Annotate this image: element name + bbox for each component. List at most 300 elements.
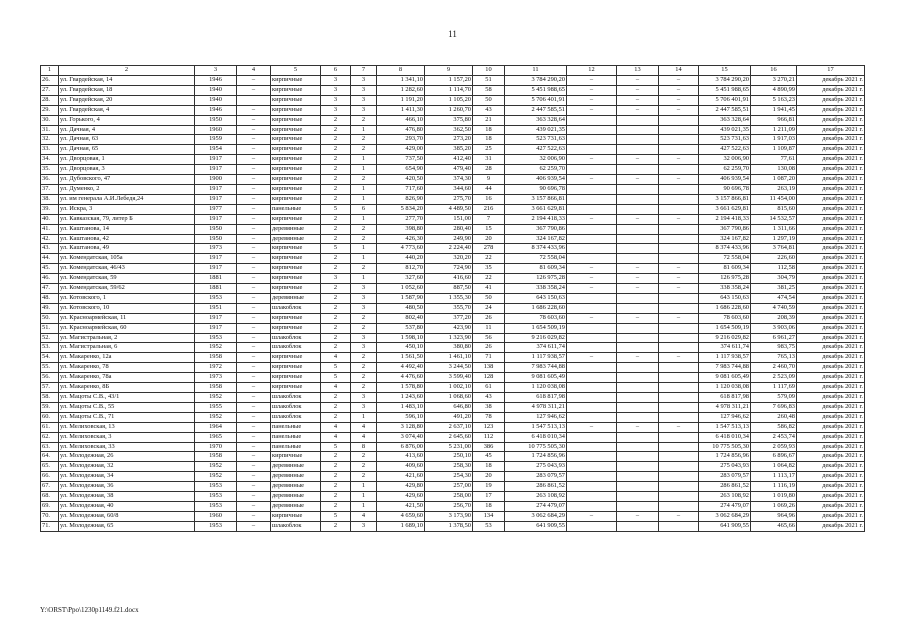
cell-address: ул. Кавказская, 79, литер Б xyxy=(59,214,195,224)
cell-cost-total: 3 157 866,81 xyxy=(505,194,567,204)
cell-address: ул. Молодежная, 38 xyxy=(59,492,195,502)
cell-col-12: – xyxy=(567,214,617,224)
cell-cost-repair: 90 696,78 xyxy=(699,184,751,194)
cell-residents: 26 xyxy=(473,343,505,353)
cell-floors: 5 xyxy=(321,244,351,254)
cell-entrances: 3 xyxy=(351,521,377,531)
cell-cost-per-sqm: 1 087,20 xyxy=(751,175,797,185)
table-row xyxy=(41,472,865,482)
cell-row-number: 28. xyxy=(41,95,59,105)
cell-entrances: 1 xyxy=(351,254,377,264)
cell-col-12 xyxy=(567,373,617,383)
cell-total-area: 480,50 xyxy=(377,303,425,313)
cell-year-built: 1951 xyxy=(195,303,237,313)
cell-total-area: 277,70 xyxy=(377,214,425,224)
cell-col-4: – xyxy=(237,175,271,185)
cell-wall-material: деревянные xyxy=(271,293,321,303)
cell-col-13 xyxy=(617,383,659,393)
cell-row-number: 39. xyxy=(41,204,59,214)
cell-cost-total: 9 081 605,49 xyxy=(505,373,567,383)
cell-total-area: 421,50 xyxy=(377,501,425,511)
cell-cost-per-sqm: 1 116,19 xyxy=(751,482,797,492)
cell-floors: 5 xyxy=(321,363,351,373)
cell-col-14: – xyxy=(659,274,699,284)
cell-cost-per-sqm: 1 297,19 xyxy=(751,234,797,244)
column-number-4: 4 xyxy=(237,66,271,76)
cell-deadline: декабрь 2021 г. xyxy=(797,274,865,284)
cell-cost-per-sqm: 5 163,23 xyxy=(751,95,797,105)
cell-residents: 35 xyxy=(473,264,505,274)
cell-total-area: 1 052,60 xyxy=(377,284,425,294)
cell-cost-per-sqm: 1 069,26 xyxy=(751,501,797,511)
table-row xyxy=(41,244,865,254)
cell-deadline: декабрь 2021 г. xyxy=(797,254,865,264)
cell-col-13: – xyxy=(617,284,659,294)
cell-total-area: 4 476,60 xyxy=(377,373,425,383)
cell-cost-repair: 439 021,35 xyxy=(699,125,751,135)
cell-entrances: 1 xyxy=(351,194,377,204)
cell-living-area: 344,60 xyxy=(425,184,473,194)
cell-col-4: – xyxy=(237,254,271,264)
cell-living-area: 416,60 xyxy=(425,274,473,284)
cell-deadline: декабрь 2021 г. xyxy=(797,452,865,462)
cell-deadline: декабрь 2021 г. xyxy=(797,85,865,95)
cell-address: ул. Комендатская, 105а xyxy=(59,254,195,264)
cell-total-area: 1 483,10 xyxy=(377,402,425,412)
cell-row-number: 26. xyxy=(41,76,59,86)
cell-entrances: 2 xyxy=(351,115,377,125)
cell-cost-total: 4 978 311,21 xyxy=(505,402,567,412)
cell-row-number: 64. xyxy=(41,452,59,462)
cell-entrances: 1 xyxy=(351,125,377,135)
cell-col-13: – xyxy=(617,105,659,115)
cell-residents: 25 xyxy=(473,145,505,155)
cell-floors: 3 xyxy=(321,95,351,105)
cell-wall-material: деревянные xyxy=(271,482,321,492)
cell-col-12: – xyxy=(567,264,617,274)
cell-address: ул. Котовского, 1 xyxy=(59,293,195,303)
cell-col-4: – xyxy=(237,492,271,502)
cell-wall-material: шлакоблок xyxy=(271,521,321,531)
cell-total-area: 1 243,60 xyxy=(377,393,425,403)
cell-residents: 24 xyxy=(473,303,505,313)
column-number-6: 6 xyxy=(321,66,351,76)
cell-row-number: 36. xyxy=(41,175,59,185)
cell-deadline: декабрь 2021 г. xyxy=(797,155,865,165)
cell-col-13 xyxy=(617,442,659,452)
cell-col-14 xyxy=(659,462,699,472)
cell-total-area: 1 561,50 xyxy=(377,353,425,363)
cell-cost-repair: 324 167,82 xyxy=(699,234,751,244)
cell-col-14 xyxy=(659,204,699,214)
cell-col-4: – xyxy=(237,115,271,125)
cell-col-12: – xyxy=(567,76,617,86)
cell-cost-total: 367 790,86 xyxy=(505,224,567,234)
cell-entrances: 2 xyxy=(351,264,377,274)
cell-deadline: декабрь 2021 г. xyxy=(797,135,865,145)
cell-entrances: 3 xyxy=(351,393,377,403)
cell-entrances: 2 xyxy=(351,353,377,363)
cell-cost-per-sqm: 1 917,03 xyxy=(751,135,797,145)
cell-col-14 xyxy=(659,482,699,492)
cell-floors: 2 xyxy=(321,492,351,502)
cell-cost-total: 324 167,82 xyxy=(505,234,567,244)
cell-col-12 xyxy=(567,135,617,145)
cell-deadline: декабрь 2021 г. xyxy=(797,363,865,373)
table-row xyxy=(41,383,865,393)
cell-address: ул. Макаренко, 12а xyxy=(59,353,195,363)
cell-cost-per-sqm: 14 532,57 xyxy=(751,214,797,224)
table-row xyxy=(41,105,865,115)
cell-entrances: 1 xyxy=(351,184,377,194)
cell-residents: 138 xyxy=(473,363,505,373)
table-row xyxy=(41,214,865,224)
cell-deadline: декабрь 2021 г. xyxy=(797,412,865,422)
cell-entrances: 3 xyxy=(351,343,377,353)
cell-col-4: – xyxy=(237,76,271,86)
cell-living-area: 1 114,70 xyxy=(425,85,473,95)
cell-col-4 xyxy=(237,95,271,105)
cell-row-number: 32. xyxy=(41,135,59,145)
cell-year-built: 1959 xyxy=(195,135,237,145)
cell-deadline: декабрь 2021 г. xyxy=(797,482,865,492)
cell-living-area: 380,80 xyxy=(425,343,473,353)
cell-col-14 xyxy=(659,293,699,303)
cell-col-14 xyxy=(659,501,699,511)
cell-floors: 2 xyxy=(321,412,351,422)
cell-cost-repair: 283 079,57 xyxy=(699,472,751,482)
cell-year-built: 1900 xyxy=(195,175,237,185)
cell-living-area: 355,70 xyxy=(425,303,473,313)
cell-cost-per-sqm: 964,96 xyxy=(751,511,797,521)
cell-wall-material: панельные xyxy=(271,422,321,432)
cell-col-13 xyxy=(617,373,659,383)
cell-deadline: декабрь 2021 г. xyxy=(797,343,865,353)
cell-wall-material: кирпичные xyxy=(271,175,321,185)
cell-cost-repair: 8 374 433,96 xyxy=(699,244,751,254)
cell-col-4: – xyxy=(237,333,271,343)
cell-cost-total: 1 117 938,57 xyxy=(505,353,567,363)
cell-wall-material: кирпичные xyxy=(271,254,321,264)
cell-col-14: – xyxy=(659,313,699,323)
cell-col-13 xyxy=(617,293,659,303)
cell-col-4: – xyxy=(237,303,271,313)
cell-col-12 xyxy=(567,452,617,462)
table-row xyxy=(41,462,865,472)
cell-col-4: – xyxy=(237,412,271,422)
cell-address: ул. Магистральная, 2 xyxy=(59,333,195,343)
cell-col-14 xyxy=(659,184,699,194)
cell-col-13 xyxy=(617,343,659,353)
cell-cost-per-sqm: 226,60 xyxy=(751,254,797,264)
cell-living-area: 258,30 xyxy=(425,462,473,472)
cell-row-number: 63. xyxy=(41,442,59,452)
cell-year-built: 1973 xyxy=(195,373,237,383)
cell-entrances: 2 xyxy=(351,383,377,393)
cell-cost-repair: 9 081 605,49 xyxy=(699,373,751,383)
table-row xyxy=(41,234,865,244)
cell-floors: 4 xyxy=(321,432,351,442)
cell-entrances: 2 xyxy=(351,313,377,323)
cell-col-13: – xyxy=(617,511,659,521)
cell-residents: 18 xyxy=(473,125,505,135)
cell-col-4: – xyxy=(237,482,271,492)
cell-wall-material: кирпичные xyxy=(271,105,321,115)
table-row xyxy=(41,155,865,165)
cell-col-13: – xyxy=(617,353,659,363)
cell-year-built: 1965 xyxy=(195,432,237,442)
cell-col-13 xyxy=(617,234,659,244)
table-row xyxy=(41,482,865,492)
cell-year-built: 1960 xyxy=(195,125,237,135)
cell-col-14 xyxy=(659,452,699,462)
cell-col-14: – xyxy=(659,214,699,224)
cell-living-area: 362,50 xyxy=(425,125,473,135)
cell-col-14: – xyxy=(659,353,699,363)
cell-floors: 3 xyxy=(321,105,351,115)
cell-col-13: – xyxy=(617,274,659,284)
column-number-3: 3 xyxy=(195,66,237,76)
cell-address: ул. Мацоты С.В., 55 xyxy=(59,402,195,412)
cell-year-built: 1940 xyxy=(195,85,237,95)
cell-cost-per-sqm: 112,58 xyxy=(751,264,797,274)
cell-col-12 xyxy=(567,303,617,313)
cell-entrances: 3 xyxy=(351,85,377,95)
cell-living-area: 2 645,60 xyxy=(425,432,473,442)
cell-col-13 xyxy=(617,194,659,204)
cell-cost-per-sqm: 304,79 xyxy=(751,274,797,284)
cell-year-built: 1881 xyxy=(195,284,237,294)
cell-wall-material: кирпичные xyxy=(271,125,321,135)
cell-deadline: декабрь 2021 г. xyxy=(797,244,865,254)
cell-col-13 xyxy=(617,184,659,194)
cell-cost-per-sqm: 765,13 xyxy=(751,353,797,363)
cell-entrances: 1 xyxy=(351,274,377,284)
cell-wall-material: деревянные xyxy=(271,234,321,244)
table-row xyxy=(41,452,865,462)
cell-row-number: 31. xyxy=(41,125,59,135)
cell-year-built: 1940 xyxy=(195,95,237,105)
cell-address: ул. Дачная, 4 xyxy=(59,125,195,135)
cell-living-area: 1 378,50 xyxy=(425,521,473,531)
cell-col-13 xyxy=(617,472,659,482)
cell-address: ул. Молодежная, 60/8 xyxy=(59,511,195,521)
cell-cost-repair: 274 479,07 xyxy=(699,501,751,511)
cell-living-area: 3 599,40 xyxy=(425,373,473,383)
cell-year-built: 1946 xyxy=(195,76,237,86)
cell-living-area: 3 244,50 xyxy=(425,363,473,373)
cell-cost-total: 363 328,64 xyxy=(505,115,567,125)
cell-floors: 2 xyxy=(321,264,351,274)
cell-wall-material: шлакоблок xyxy=(271,343,321,353)
housing-table-wrapper xyxy=(40,65,864,532)
cell-cost-total: 427 522,63 xyxy=(505,145,567,155)
cell-col-14: – xyxy=(659,284,699,294)
table-row xyxy=(41,184,865,194)
cell-entrances: 3 xyxy=(351,402,377,412)
cell-col-13: – xyxy=(617,422,659,432)
cell-year-built: 1950 xyxy=(195,115,237,125)
table-row xyxy=(41,511,865,521)
cell-row-number: 37. xyxy=(41,184,59,194)
cell-col-12 xyxy=(567,165,617,175)
cell-floors: 2 xyxy=(321,521,351,531)
cell-address: ул. Молодежная, 36 xyxy=(59,482,195,492)
cell-col-14 xyxy=(659,254,699,264)
cell-row-number: 40. xyxy=(41,214,59,224)
cell-col-4: – xyxy=(237,135,271,145)
cell-cost-total: 3 784 290,20 xyxy=(505,76,567,86)
cell-address: ул. Молодежная, 65 xyxy=(59,521,195,531)
cell-col-4: – xyxy=(237,383,271,393)
cell-col-12 xyxy=(567,462,617,472)
cell-row-number: 27. xyxy=(41,85,59,95)
cell-residents: 28 xyxy=(473,165,505,175)
cell-cost-per-sqm: 1 113,17 xyxy=(751,472,797,482)
cell-cost-per-sqm: 474,54 xyxy=(751,293,797,303)
cell-living-area: 2 224,40 xyxy=(425,244,473,254)
cell-col-12 xyxy=(567,383,617,393)
cell-col-14 xyxy=(659,521,699,531)
cell-cost-total: 3 661 629,81 xyxy=(505,204,567,214)
table-row xyxy=(41,442,865,452)
cell-residents: 61 xyxy=(473,383,505,393)
cell-deadline: декабрь 2021 г. xyxy=(797,333,865,343)
cell-col-4: – xyxy=(237,363,271,373)
cell-col-14 xyxy=(659,402,699,412)
cell-floors: 2 xyxy=(321,501,351,511)
cell-col-14: – xyxy=(659,95,699,105)
cell-cost-repair: 286 861,52 xyxy=(699,482,751,492)
cell-living-area: 151,00 xyxy=(425,214,473,224)
cell-cost-total: 81 609,34 xyxy=(505,264,567,274)
cell-year-built: 1970 xyxy=(195,442,237,452)
cell-wall-material: шлакоблок xyxy=(271,333,321,343)
column-number-11: 11 xyxy=(505,66,567,76)
cell-total-area: 426,30 xyxy=(377,234,425,244)
cell-deadline: декабрь 2021 г. xyxy=(797,293,865,303)
cell-entrances: 3 xyxy=(351,333,377,343)
cell-living-area: 273,20 xyxy=(425,135,473,145)
cell-address: ул. Гвардейская, 18 xyxy=(59,85,195,95)
cell-year-built: 1958 xyxy=(195,353,237,363)
cell-entrances: 3 xyxy=(351,293,377,303)
cell-cost-per-sqm: 263,19 xyxy=(751,184,797,194)
cell-total-area: 1 411,30 xyxy=(377,105,425,115)
cell-col-12: – xyxy=(567,284,617,294)
cell-col-4: – xyxy=(237,224,271,234)
cell-total-area: 1 587,90 xyxy=(377,293,425,303)
table-row xyxy=(41,363,865,373)
cell-floors: 2 xyxy=(321,303,351,313)
cell-col-4: – xyxy=(237,145,271,155)
cell-cost-repair: 81 609,34 xyxy=(699,264,751,274)
cell-living-area: 374,30 xyxy=(425,175,473,185)
cell-col-4: – xyxy=(237,521,271,531)
cell-total-area: 1 598,10 xyxy=(377,333,425,343)
cell-col-4: – xyxy=(237,155,271,165)
cell-year-built: 1952 xyxy=(195,472,237,482)
cell-col-13 xyxy=(617,363,659,373)
cell-row-number: 56. xyxy=(41,373,59,383)
cell-col-4: – xyxy=(237,105,271,115)
cell-total-area: 1 341,10 xyxy=(377,76,425,86)
cell-cost-total: 5 706 401,91 xyxy=(505,95,567,105)
cell-cost-repair: 363 328,64 xyxy=(699,115,751,125)
cell-living-area: 1 355,30 xyxy=(425,293,473,303)
cell-col-14 xyxy=(659,383,699,393)
cell-deadline: декабрь 2021 г. xyxy=(797,323,865,333)
cell-cost-repair: 641 909,55 xyxy=(699,521,751,531)
cell-cost-per-sqm: 77,61 xyxy=(751,155,797,165)
cell-living-area: 479,40 xyxy=(425,165,473,175)
cell-year-built: 1953 xyxy=(195,521,237,531)
cell-entrances: 3 xyxy=(351,76,377,86)
cell-floors: 2 xyxy=(321,155,351,165)
cell-entrances: 1 xyxy=(351,244,377,254)
cell-cost-per-sqm: 381,25 xyxy=(751,284,797,294)
table-row xyxy=(41,194,865,204)
cell-entrances: 1 xyxy=(351,492,377,502)
cell-cost-total: 275 043,93 xyxy=(505,462,567,472)
cell-cost-per-sqm: 3 270,21 xyxy=(751,76,797,86)
cell-cost-per-sqm: 3 903,06 xyxy=(751,323,797,333)
cell-col-14 xyxy=(659,472,699,482)
cell-floors: 5 xyxy=(321,442,351,452)
cell-deadline: декабрь 2021 г. xyxy=(797,353,865,363)
table-row xyxy=(41,175,865,185)
cell-row-number: 38. xyxy=(41,194,59,204)
cell-residents: 20 xyxy=(473,472,505,482)
cell-floors: 2 xyxy=(321,333,351,343)
cell-total-area: 1 191,20 xyxy=(377,95,425,105)
cell-col-12: – xyxy=(567,155,617,165)
cell-residents: 50 xyxy=(473,293,505,303)
cell-deadline: декабрь 2021 г. xyxy=(797,184,865,194)
cell-address: ул. Молодежная, 26 xyxy=(59,452,195,462)
cell-living-area: 377,20 xyxy=(425,313,473,323)
cell-row-number: 70. xyxy=(41,511,59,521)
cell-living-area: 1 260,70 xyxy=(425,105,473,115)
cell-col-4: – xyxy=(237,274,271,284)
cell-year-built: 1917 xyxy=(195,313,237,323)
cell-cost-per-sqm: 1 109,87 xyxy=(751,145,797,155)
cell-living-area: 3 173,90 xyxy=(425,511,473,521)
table-row xyxy=(41,373,865,383)
cell-row-number: 57. xyxy=(41,383,59,393)
cell-deadline: декабрь 2021 г. xyxy=(797,234,865,244)
cell-col-12: – xyxy=(567,85,617,95)
cell-row-number: 50. xyxy=(41,313,59,323)
cell-cost-per-sqm: 1 941,45 xyxy=(751,105,797,115)
table-row xyxy=(41,135,865,145)
cell-col-4: – xyxy=(237,293,271,303)
cell-floors: 2 xyxy=(321,194,351,204)
cell-floors: 2 xyxy=(321,452,351,462)
cell-living-area: 423,90 xyxy=(425,323,473,333)
cell-residents: 9 xyxy=(473,175,505,185)
cell-cost-repair: 1 120 038,08 xyxy=(699,383,751,393)
cell-floors: 2 xyxy=(321,472,351,482)
cell-deadline: декабрь 2021 г. xyxy=(797,284,865,294)
cell-entrances: 4 xyxy=(351,422,377,432)
cell-row-number: 48. xyxy=(41,293,59,303)
cell-col-14 xyxy=(659,363,699,373)
cell-floors: 2 xyxy=(321,184,351,194)
cell-col-12 xyxy=(567,323,617,333)
cell-entrances: 2 xyxy=(351,224,377,234)
cell-wall-material: кирпичные xyxy=(271,95,321,105)
